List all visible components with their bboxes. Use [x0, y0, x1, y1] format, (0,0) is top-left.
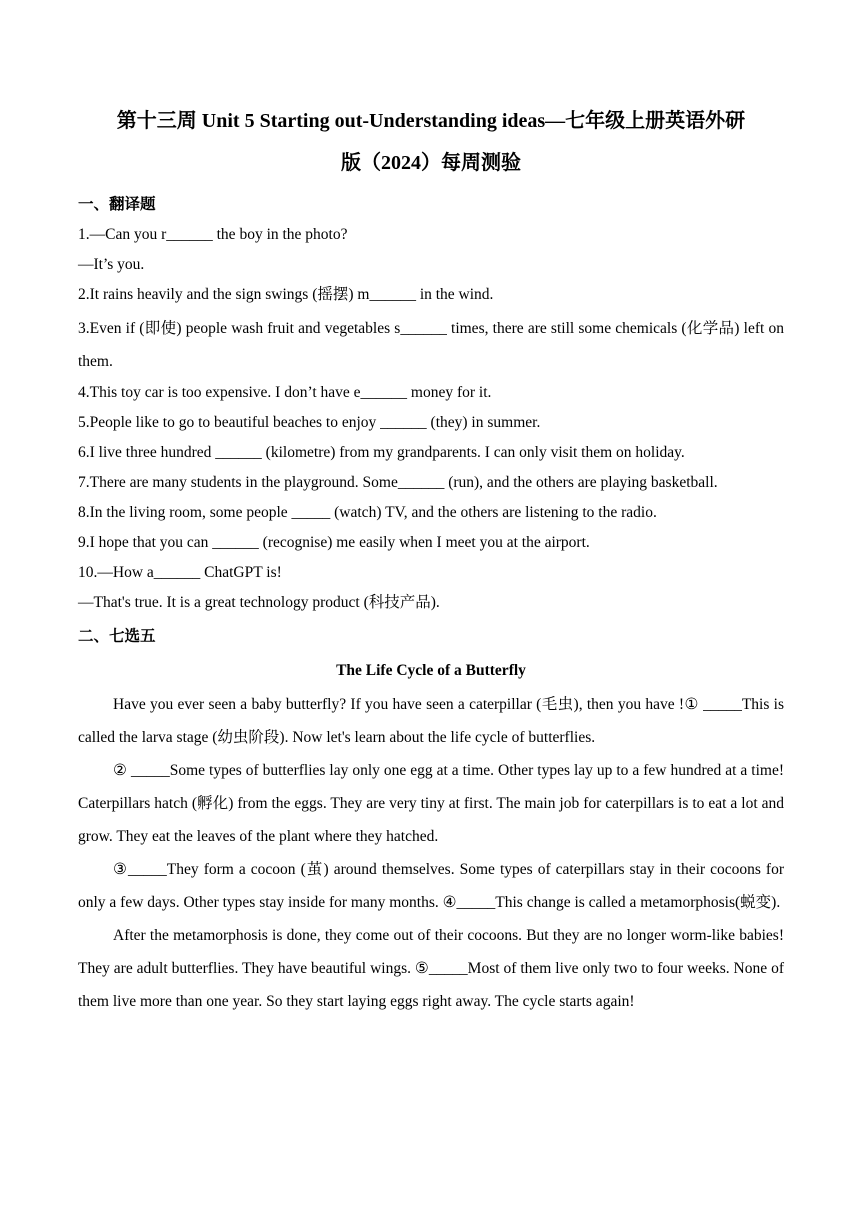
title-line-2: 版（2024）每周测验	[341, 152, 521, 174]
question-10a: 10.—How a______ ChatGPT is!	[78, 564, 282, 581]
passage-paragraph: ② _____Some types of butterflies lay only one egg at a time. Other types lay up to a few hundred at a time! Caterpillars hatch (孵化) from the eggs. They are very tiny at first. The main job for caterpillars is to eat a lot and grow. They eat the leaves of the plant where they hatched.	[78, 762, 784, 845]
worksheet-page	[78, 0, 784, 1018]
question-6: 6.I live three hundred ______ (kilometre) from my grandparents. I can only visit them on holiday.	[78, 444, 685, 461]
question-10b: —That's true. It is a great technology product (科技产品).	[78, 594, 440, 611]
passage-paragraph: Have you ever seen a baby butterfly? If you have seen a caterpillar (毛虫), then you have !① _____This is called the larva stage (幼虫阶段). Now let's learn about the life cycle of butterflies.	[78, 696, 784, 746]
question-7: 7.There are many students in the playground. Some______ (run), and the others are playing basketball.	[78, 474, 718, 491]
section-seven-choose-five	[78, 622, 784, 1018]
section-translation	[78, 190, 784, 618]
question-1a: 1.—Can you r______ the boy in the photo?	[78, 226, 348, 243]
passage-title: The Life Cycle of a Butterfly	[336, 662, 526, 679]
title-line-1: 第十三周 Unit 5 Starting out-Understanding ideas—七年级上册英语外研	[116, 110, 746, 132]
section-heading-translation: 一、翻译题	[78, 196, 156, 213]
passage-paragraph: ③_____They form a cocoon (茧) around themselves. Some types of caterpillars stay in their cocoons for only a few days. Other types stay inside for many months. ④_____This change is called a metamorphosis(蜕变).	[78, 861, 784, 911]
question-1b: —It’s you.	[78, 256, 145, 273]
page-title	[78, 100, 784, 184]
section-heading-seven-choose-five: 二、七选五	[78, 628, 156, 645]
question-8: 8.In the living room, some people _____ (watch) TV, and the others are listening to the radio.	[78, 504, 657, 521]
question-5: 5.People like to go to beautiful beaches to enjoy ______ (they) in summer.	[78, 414, 541, 431]
question-4: 4.This toy car is too expensive. I don’t have e______ money for it.	[78, 384, 492, 401]
passage-paragraph: After the metamorphosis is done, they come out of their cocoons. But they are no longer worm-like babies! They are adult butterflies. They have beautiful wings. ⑤_____Most of them live only two to four weeks. None of them live more than one year. So they start laying eggs right away. The cycle starts again!	[78, 927, 784, 1010]
question-2: 2.It rains heavily and the sign swings (摇摆) m______ in the wind.	[78, 286, 494, 303]
question-9: 9.I hope that you can ______ (recognise) me easily when I meet you at the airport.	[78, 534, 590, 551]
question-3: 3.Even if (即使) people wash fruit and vegetables s______ times, there are still some chemicals (化学品) left on them.	[78, 320, 784, 370]
